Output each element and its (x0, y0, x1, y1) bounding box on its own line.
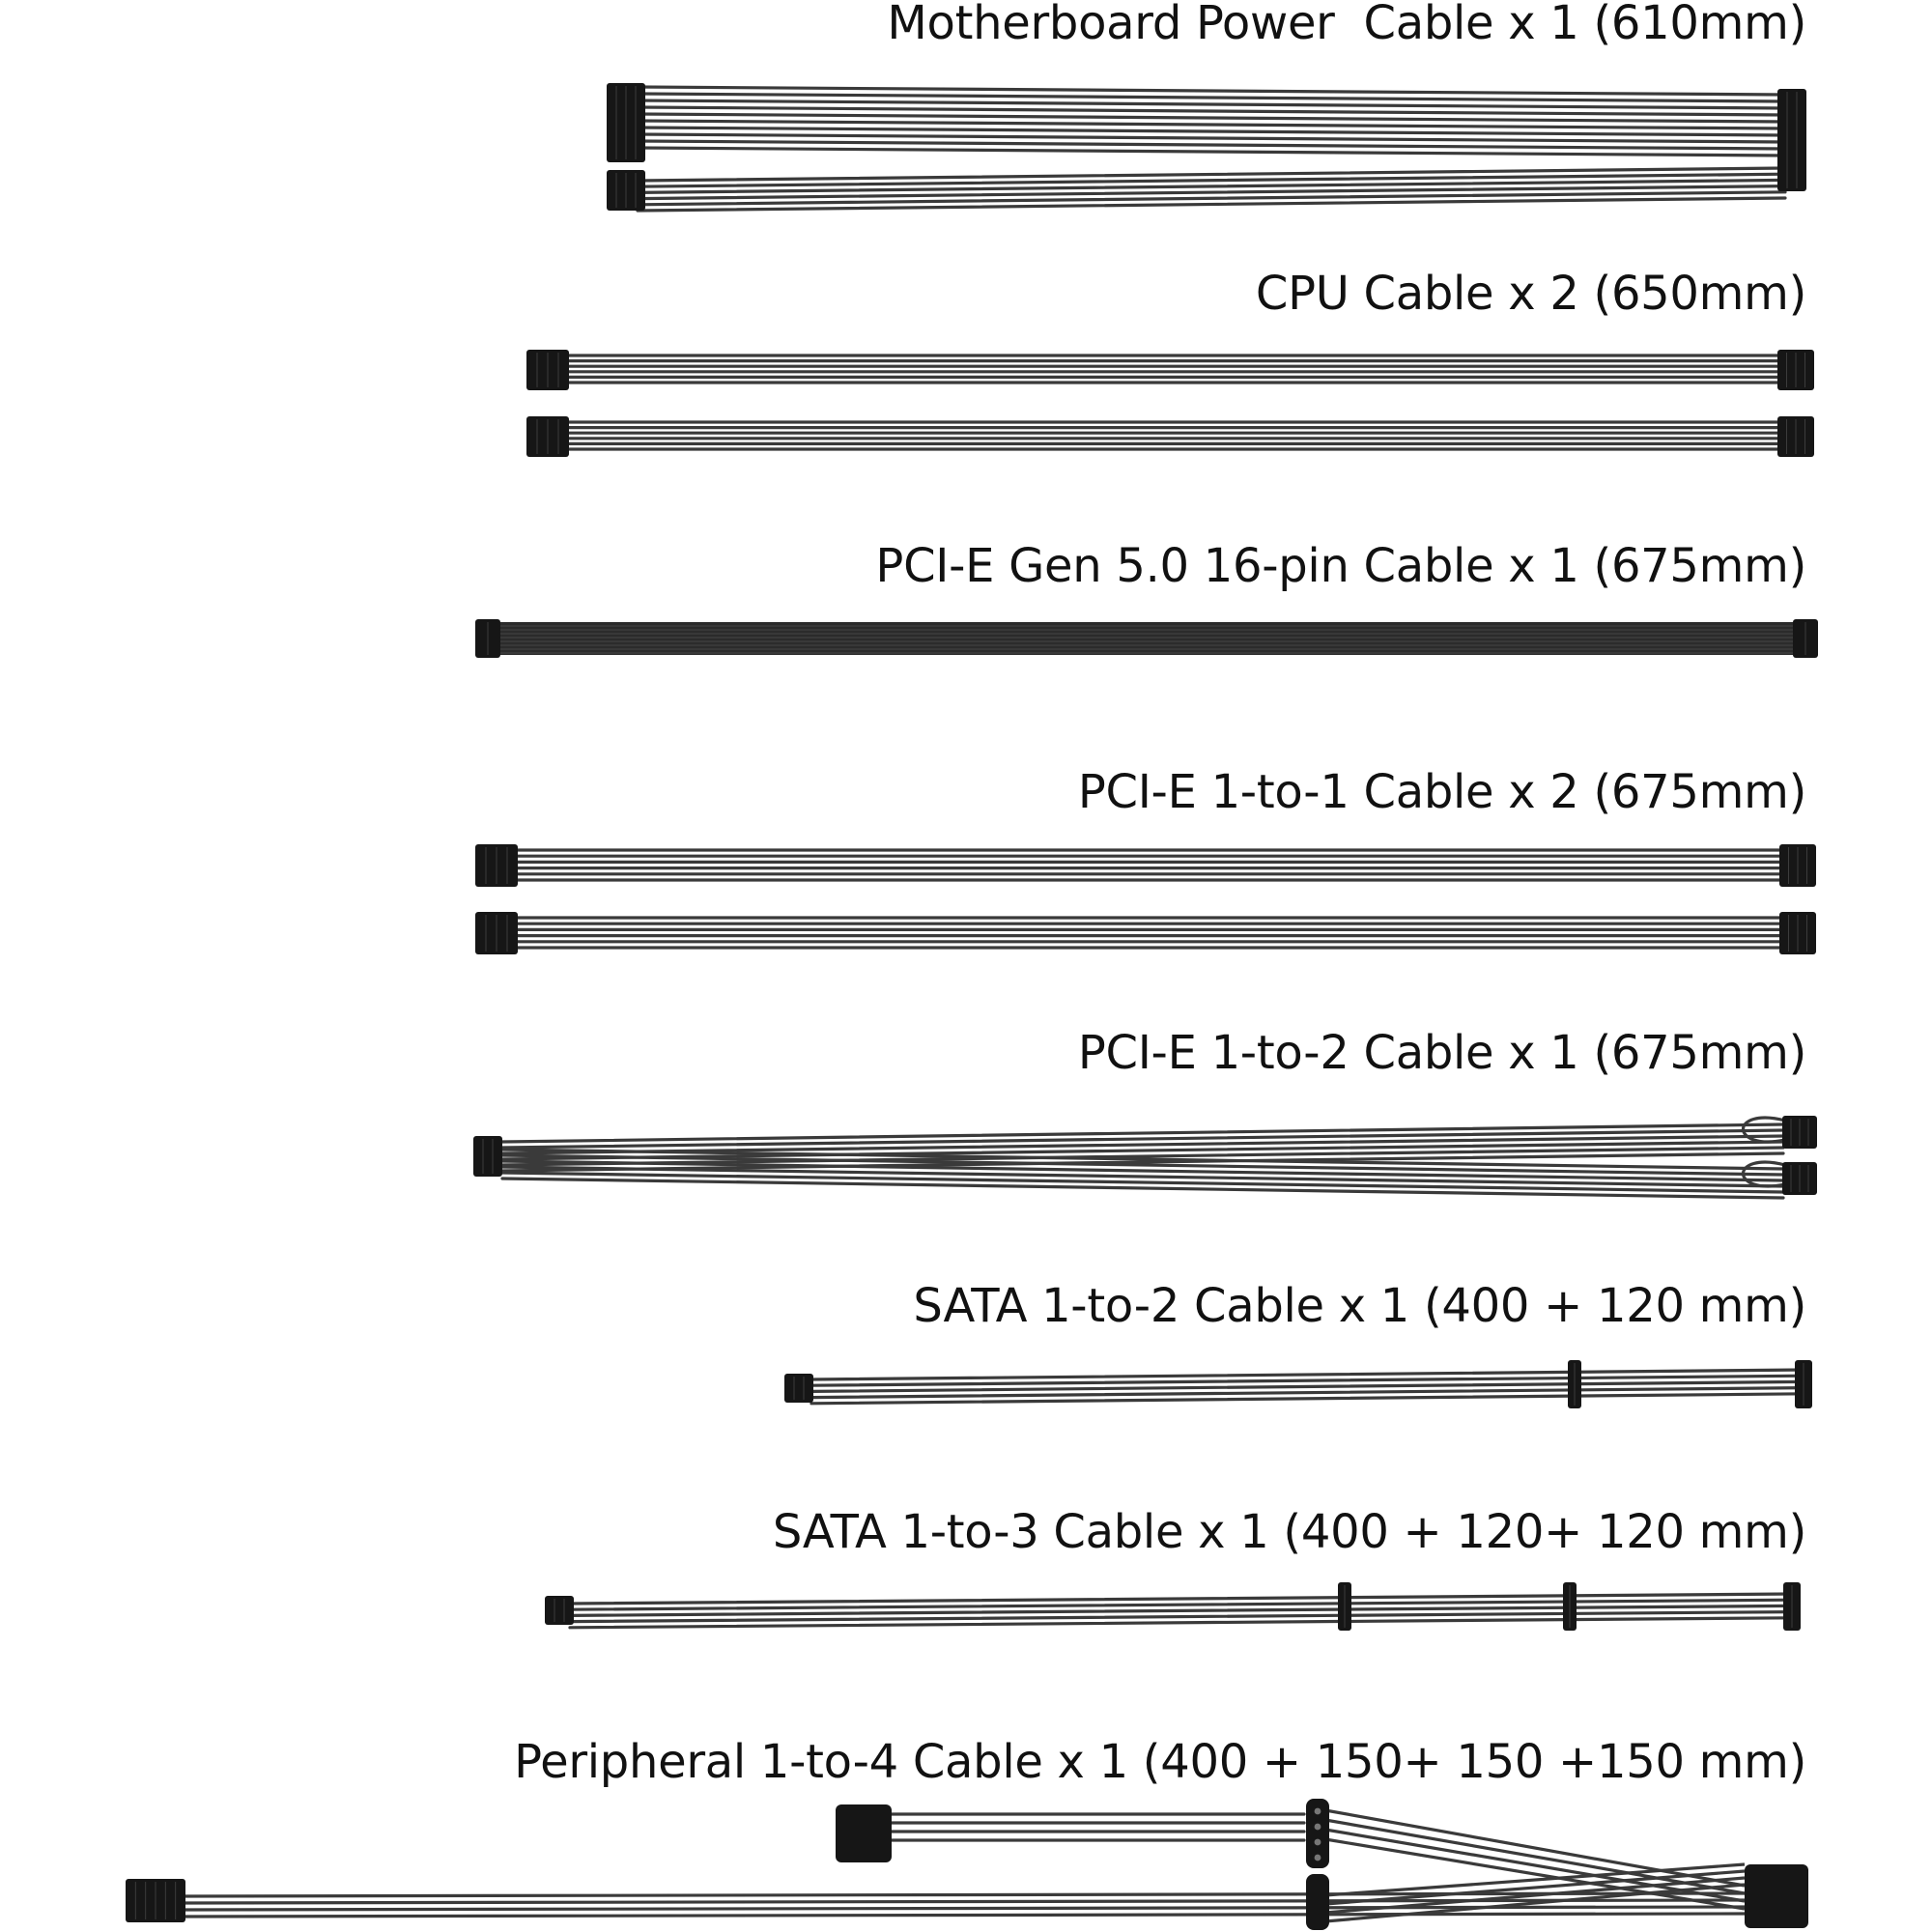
cable-label-cpu: CPU Cable x 2 (650mm) (1255, 267, 1806, 321)
pcie-1to1-cable-1 (475, 844, 1816, 887)
cable-label-pcie-1to2: PCI-E 1-to-2 Cable x 1 (675mm) (1077, 1026, 1806, 1080)
molex-pin (1315, 1839, 1321, 1846)
cable-label-peripheral-1to4: Peripheral 1-to-4 Cable x 1 (400 + 150+ 150 +150 mm) (514, 1735, 1806, 1789)
connector-12pin-left (473, 1136, 502, 1177)
molex-connector-lower (1306, 1874, 1329, 1930)
molex-pin (1315, 1808, 1321, 1815)
wire (638, 180, 1785, 192)
wire (184, 1914, 1745, 1917)
molex-connector-top-left (836, 1804, 892, 1862)
wire (638, 198, 1785, 211)
cpu-cable-2 (526, 416, 1814, 457)
cable-label-sata-1to2: SATA 1-to-2 Cable x 1 (400 + 120 mm) (913, 1279, 1806, 1333)
wire (638, 192, 1785, 205)
cable-label-motherboard: Motherboard Power Cable x 1 (610mm) (887, 0, 1806, 50)
wire (184, 1907, 1745, 1910)
wire (638, 168, 1785, 181)
motherboard-power-cable (607, 83, 1806, 211)
cable-label-pcie-gen5: PCI-E Gen 5.0 16-pin Cable x 1 (675mm) (875, 539, 1806, 593)
molex-connector-end (1745, 1864, 1808, 1928)
cpu-cable-1 (526, 350, 1814, 390)
connector-psu-left (545, 1596, 574, 1625)
sata-1to3-cable (545, 1582, 1801, 1631)
connector-psu-left (784, 1374, 813, 1403)
wire (638, 174, 1785, 186)
pcie-gen5-16pin-cable (475, 619, 1818, 658)
wire (638, 186, 1785, 199)
pcie-1to2-cable (473, 1116, 1817, 1198)
pcie-1to1-cable-2 (475, 912, 1816, 954)
wire (184, 1900, 1745, 1903)
cable-label-sata-1to3: SATA 1-to-3 Cable x 1 (400 + 120+ 120 mm) (772, 1505, 1806, 1559)
cable-label-pcie-1to1: PCI-E 1-to-1 Cable x 2 (675mm) (1077, 765, 1806, 819)
molex-pin (1315, 1824, 1321, 1831)
sata-1to2-cable (784, 1360, 1812, 1408)
peripheral-1to4-cable (126, 1799, 1808, 1930)
connector-24pin-psu (1777, 89, 1806, 191)
molex-pin (1315, 1855, 1321, 1861)
sleeve-bundle (495, 622, 1801, 655)
